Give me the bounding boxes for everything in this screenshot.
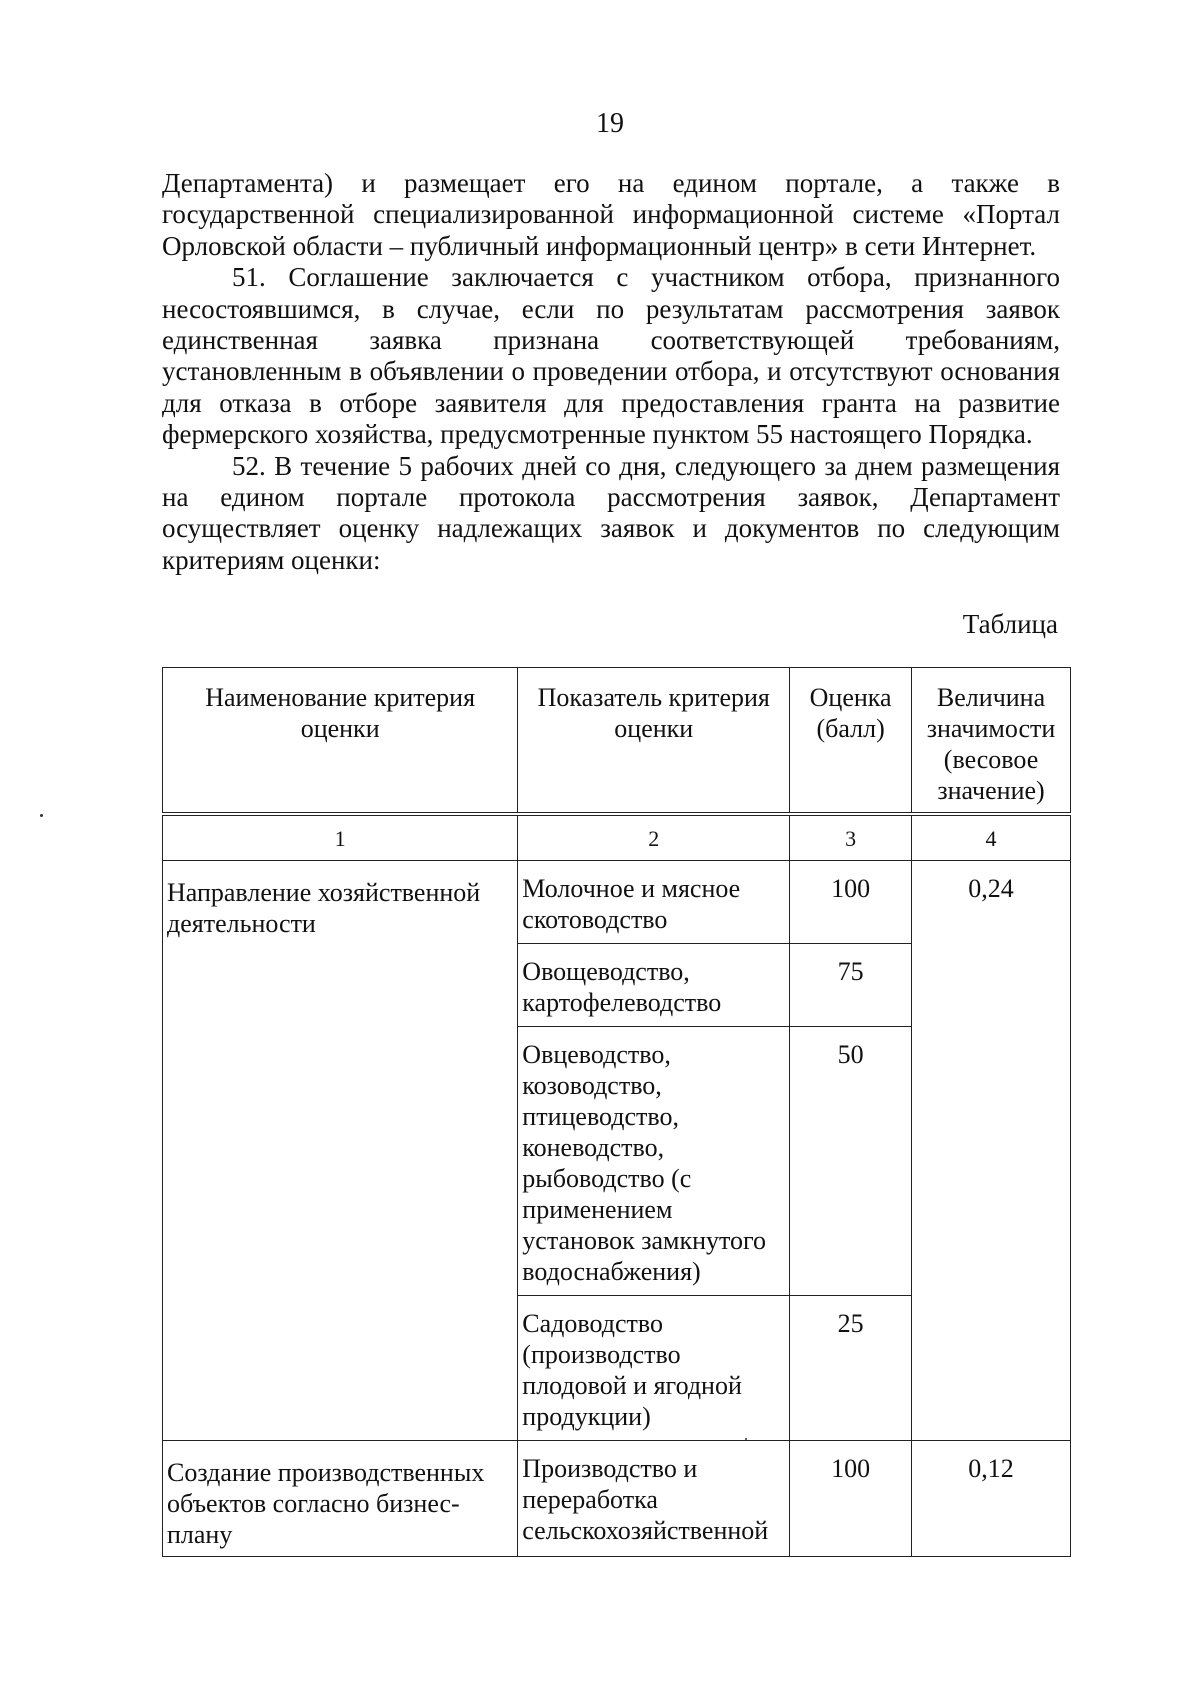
body-text	[162, 168, 1060, 576]
text-line: осуществляет оценку надлежащих заявок и документов по следующим	[162, 513, 1060, 544]
text-line: 51. Соглашение заключается с участником отбора, признанного	[232, 262, 1060, 293]
text-line: Департамента) и размещает его на едином портале, а также в	[162, 168, 1060, 198]
column-number: 3	[790, 814, 912, 861]
text-line: Орловской области – публичный информационный центр» в сети Интернет.	[162, 230, 1037, 261]
indicator-cell: Овцеводство, козоводство, птицеводство, коневодство, рыбоводство (с применением установок замкнутого водоснабжения)	[518, 1027, 790, 1296]
page-number: 19	[596, 108, 624, 139]
criterion-name-cell: Направление хозяйственной деятельности	[163, 861, 518, 1441]
header-weight: Величина значимости (весовое значение)	[912, 668, 1071, 815]
column-number: 2	[518, 814, 790, 861]
score-cell: 25	[790, 1296, 912, 1441]
indicator-cell: Овощеводство, картофелеводство	[518, 944, 790, 1027]
header-criterion-indicator: Показатель критерия оценки	[518, 668, 790, 815]
paragraph-continuation	[162, 168, 1060, 262]
score-cell: 100	[790, 861, 912, 944]
table-header-row	[163, 668, 1071, 815]
text-line: для отказа в отборе заявителя для предоставления гранта на развитие	[162, 387, 1060, 418]
text-line: 52. В течение 5 рабочих дней со дня, следующего за днем размещения	[232, 450, 1060, 481]
indicator-cell: Садоводство (производство плодовой и ягодной продукции)	[518, 1296, 790, 1441]
scan-artifact	[40, 814, 43, 817]
text-line: единственная заявка признана соответствующей требованиям,	[162, 325, 1060, 356]
text-line: критериям оценки:	[162, 544, 381, 575]
column-number-row	[163, 814, 1071, 861]
criterion-name-cell: Создание производственных объектов согласно бизнес-плану	[163, 1441, 518, 1557]
score-cell: 50	[790, 1027, 912, 1296]
paragraph-52	[162, 451, 1060, 577]
table-caption: Таблица	[962, 609, 1058, 639]
text-line: фермерского хозяйства, предусмотренные пунктом 55 настоящего Порядка.	[162, 419, 1033, 450]
column-number: 4	[912, 814, 1071, 861]
scan-artifact	[745, 1438, 747, 1440]
text-line: на едином портале протокола рассмотрения заявок, Департамент	[162, 482, 1060, 513]
weight-cell: 0,24	[912, 861, 1071, 1441]
weight-cell: 0,12	[912, 1441, 1071, 1557]
table-row	[163, 861, 1071, 944]
score-cell: 100	[790, 1441, 912, 1557]
column-number: 1	[163, 814, 518, 861]
header-score: Оценка (балл)	[790, 668, 912, 815]
score-cell: 75	[790, 944, 912, 1027]
indicator-cell: Производство и переработка сельскохозяйственной	[518, 1441, 790, 1557]
criteria-table	[162, 667, 1071, 1557]
table-row	[163, 1441, 1071, 1557]
text-line: государственной специализированной информационной системе «Портал	[162, 199, 1060, 230]
header-criterion-name: Наименование критерия оценки	[163, 668, 518, 815]
text-line: несостоявшимся, в случае, если по результатам рассмотрения заявок	[162, 293, 1060, 324]
paragraph-51	[162, 262, 1060, 450]
text-line: установленным в объявлении о проведении отбора, и отсутствуют основания	[162, 356, 1060, 387]
indicator-cell: Молочное и мясное скотоводство	[518, 861, 790, 944]
